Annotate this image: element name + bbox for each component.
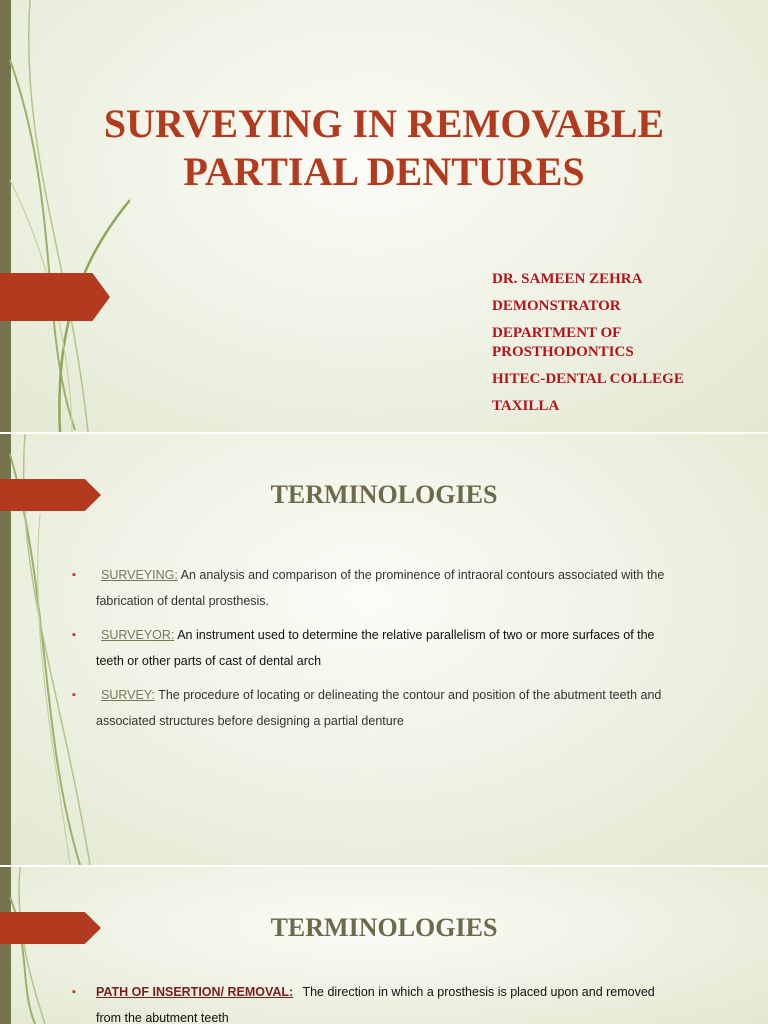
- title-line-1: SURVEYING IN REMOVABLE: [103, 101, 665, 146]
- list-item: [72, 562, 682, 614]
- author-college: HITEC-DENTAL COLLEGE: [492, 371, 684, 387]
- author-role: DEMONSTRATOR: [492, 298, 621, 314]
- slide-title: [40, 100, 728, 196]
- term-label: SURVEY:: [101, 688, 155, 702]
- bullet-icon: ▪: [72, 569, 76, 581]
- decorative-swoosh: [0, 0, 130, 432]
- term-label: PATH OF INSERTION/ REMOVAL:: [96, 985, 294, 999]
- section-heading: TERMINOLOGIES: [270, 480, 498, 509]
- term-definition: The direction in which a prosthesis is placed upon and removed from the abutment teeth: [96, 985, 655, 1024]
- terminology-list: [72, 562, 682, 742]
- term-definition: An instrument used to determine the relative parallelism of two or more surfaces of the teeth or other parts of cast of dental arch: [96, 628, 655, 668]
- author-city: TAXILLA: [492, 398, 560, 414]
- list-item: [72, 622, 682, 674]
- title-line-2: PARTIAL DENTURES: [183, 149, 585, 194]
- terminology-list: [72, 979, 682, 1024]
- list-item: [72, 682, 682, 734]
- section-heading: TERMINOLOGIES: [270, 913, 498, 942]
- accent-arrow-tab: [0, 273, 110, 321]
- terminologies-slide-1: [0, 434, 768, 865]
- author-name: DR. SAMEEN ZEHRA: [492, 271, 643, 287]
- bullet-icon: ▪: [72, 689, 76, 701]
- term-label: SURVEYOR:: [101, 628, 175, 642]
- list-item: [72, 979, 682, 1024]
- bullet-icon: ▪: [72, 629, 76, 641]
- author-department: DEPARTMENT OF PROSTHODONTICS: [492, 325, 634, 360]
- term-label: SURVEYING:: [101, 568, 178, 582]
- bullet-icon: ▪: [72, 986, 76, 998]
- term-definition: The procedure of locating or delineating the contour and position of the abutment teeth and associated structures before designing a partial denture: [96, 688, 662, 728]
- term-definition: An analysis and comparison of the prominence of intraoral contours associated with the fabrication of dental prosthesis.: [96, 568, 665, 608]
- author-info: [492, 270, 752, 424]
- terminologies-slide-2: [0, 867, 768, 1024]
- title-slide: [0, 0, 768, 432]
